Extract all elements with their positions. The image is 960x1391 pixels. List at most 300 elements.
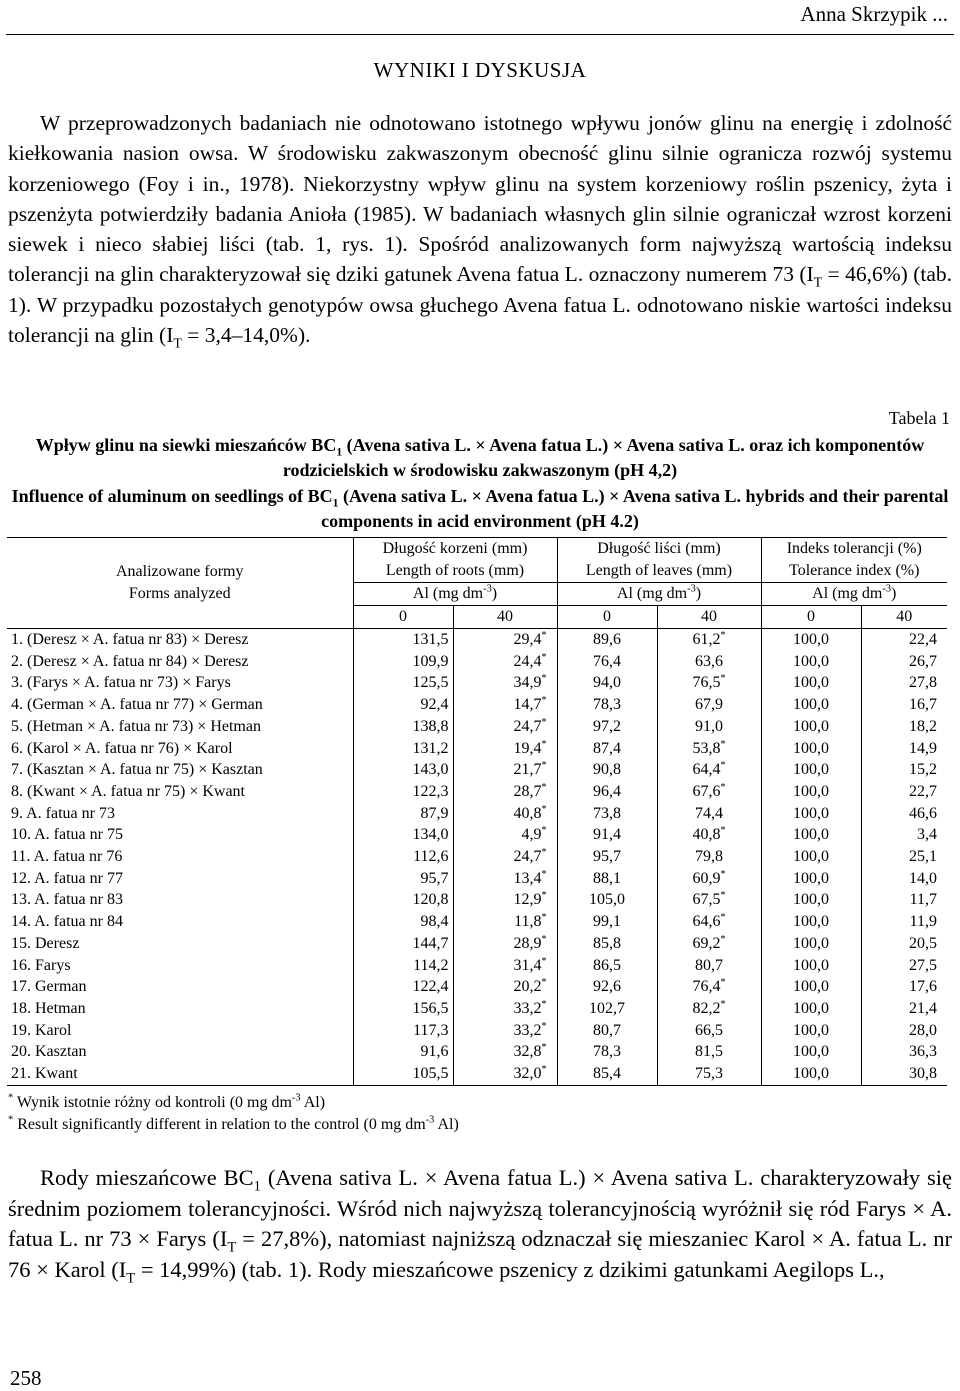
roots-control-cell <box>353 672 453 694</box>
roots-control-cell <box>353 1063 453 1085</box>
leaves-control-cell <box>557 803 657 825</box>
index-control-cell <box>761 1063 861 1085</box>
roots-al-cell <box>453 846 557 868</box>
cell-value: 144,7 <box>412 934 449 952</box>
cell-value: 28,9 <box>513 934 542 952</box>
cell-value: 100,0 <box>793 1021 829 1039</box>
roots-al-cell <box>453 781 557 803</box>
table-row <box>7 998 947 1020</box>
subscript: T <box>227 1239 237 1256</box>
cell-value: 80,7 <box>695 956 723 974</box>
cell-value: 5. (Hetman × A. fatua nr 73) × Hetman <box>11 717 261 735</box>
index-control-cell <box>761 629 861 651</box>
cell-value: 85,4 <box>593 1065 621 1083</box>
cell-value: 92,6 <box>593 978 621 996</box>
cell-value: 100,0 <box>793 761 829 779</box>
row-name-cell <box>7 651 353 673</box>
caption-polish <box>4 433 956 484</box>
cell-value: 21. Kwant <box>11 1065 78 1083</box>
significance-asterisk: * <box>720 630 726 641</box>
row-name-cell <box>7 803 353 825</box>
cell-value: 13. A. fatua nr 83 <box>11 891 123 909</box>
leaves-al-cell <box>657 955 761 977</box>
running-header: Anna Skrzypik ... <box>800 2 948 26</box>
leaves-control-cell <box>557 672 657 694</box>
row-name-cell <box>7 824 353 846</box>
index-control-cell <box>761 933 861 955</box>
cell-value: 66,5 <box>695 1021 723 1039</box>
roots-al-cell <box>453 976 557 998</box>
table-row <box>7 672 947 694</box>
cell-value: 32,0 <box>513 1065 542 1083</box>
caption-text: (Avena sativa L. × Avena fatua L.) × Avena sativa L. hybrids and their parental components in acid environment (pH 4.2) <box>321 485 949 531</box>
superscript: -3 <box>483 583 492 595</box>
roots-al-cell <box>453 911 557 933</box>
index-control-cell <box>761 651 861 673</box>
index-al-cell <box>861 672 947 694</box>
leaves-al-cell <box>657 694 761 716</box>
cell-value: 91,4 <box>593 826 621 844</box>
cell-value: 74,4 <box>695 804 723 822</box>
roots-control-cell <box>353 976 453 998</box>
cell-value: 20. Kasztan <box>11 1043 87 1061</box>
cell-value: 4,9 <box>521 826 542 844</box>
subscript: T <box>173 336 182 352</box>
roots-control-cell <box>353 651 453 673</box>
cell-value: 100,0 <box>793 674 829 692</box>
paragraph-text: = 27,8%), natomiast najniższą odznaczał się mieszaniec Karol × A. fatua L. nr 76 × Karol (I <box>8 1226 952 1282</box>
index-al-cell <box>861 911 947 933</box>
caption-english <box>4 484 956 535</box>
index-al-cell <box>861 868 947 890</box>
index-al-cell <box>861 998 947 1020</box>
leaves-control-cell <box>557 846 657 868</box>
leaves-al-cell <box>657 889 761 911</box>
leaves-control-cell <box>557 955 657 977</box>
cell-value: 78,3 <box>593 696 621 714</box>
page-number: 258 <box>10 1366 42 1390</box>
forms-header <box>7 538 353 629</box>
cell-value: 86,5 <box>593 956 621 974</box>
roots-control-cell <box>353 694 453 716</box>
table-caption <box>4 433 956 534</box>
index-al-cell <box>861 759 947 781</box>
significance-asterisk: * <box>720 825 726 837</box>
cell-value: 11. A. fatua nr 76 <box>11 848 123 866</box>
cell-value: 28,7 <box>513 782 542 800</box>
table-body <box>7 629 947 1086</box>
cell-value: 67,5 <box>692 891 721 909</box>
roots-al-cell <box>453 824 557 846</box>
leaves-al-cell <box>657 781 761 803</box>
cell-value: 17. German <box>11 978 87 996</box>
roots-al-cell <box>453 803 557 825</box>
leaves-header-pl: Długość liści (mm) <box>557 538 761 561</box>
caption-text: Influence of aluminum on seedlings of BC <box>11 485 333 506</box>
footnote-english <box>8 1116 459 1134</box>
roots-control-cell <box>353 716 453 738</box>
dose-0: 0 <box>761 606 861 629</box>
significance-asterisk: * <box>541 890 547 902</box>
header-rule <box>6 34 954 35</box>
cell-value: 100,0 <box>793 848 829 866</box>
cell-value: 13,4 <box>513 869 542 887</box>
roots-control-cell <box>353 1041 453 1063</box>
cell-value: 12,9 <box>513 891 542 909</box>
leaves-control-cell <box>557 911 657 933</box>
roots-control-cell <box>353 629 453 651</box>
al-unit-close: ) <box>891 585 897 602</box>
leaves-control-cell <box>557 629 657 651</box>
cell-value: 22,4 <box>909 631 937 648</box>
significance-asterisk: * <box>720 738 726 750</box>
cell-value: 64,6 <box>692 913 721 931</box>
cell-value: 20,5 <box>909 934 937 952</box>
leaves-al-cell <box>657 824 761 846</box>
index-al-cell <box>861 781 947 803</box>
leaves-al-cell <box>657 1020 761 1042</box>
leaves-al-cell <box>657 672 761 694</box>
leaves-header-en: Length of leaves (mm) <box>557 560 761 583</box>
index-al-cell <box>861 955 947 977</box>
index-al-cell <box>861 1020 947 1042</box>
roots-control-cell <box>353 868 453 890</box>
index-header-pl: Indeks tolerancji (%) <box>761 538 947 561</box>
cell-value: 143,0 <box>412 761 449 779</box>
index-control-cell <box>761 955 861 977</box>
significance-asterisk: * <box>541 738 547 750</box>
table-row <box>7 781 947 803</box>
al-unit-text: Al (mg dm <box>616 585 688 602</box>
row-name-cell <box>7 1063 353 1085</box>
cell-value: 100,0 <box>793 1043 829 1061</box>
cell-value: 19. Karol <box>11 1021 72 1039</box>
cell-value: 20,2 <box>513 978 542 996</box>
cell-value: 9. A. fatua nr 73 <box>11 804 115 822</box>
al-unit-close: ) <box>491 585 498 602</box>
roots-control-cell <box>353 955 453 977</box>
data-table <box>7 537 947 1086</box>
cell-value: 14,0 <box>909 869 937 887</box>
cell-value: 100,0 <box>793 717 829 735</box>
index-al-cell <box>861 1063 947 1085</box>
roots-control-cell <box>353 738 453 760</box>
roots-control-cell <box>353 781 453 803</box>
cell-value: 11,7 <box>909 891 937 909</box>
significance-asterisk: * <box>720 933 726 945</box>
cell-value: 76,4 <box>593 652 621 670</box>
row-name-cell <box>7 694 353 716</box>
roots-al-cell <box>453 738 557 760</box>
cell-value: 91,6 <box>420 1043 449 1061</box>
cell-value: 21,4 <box>909 999 937 1017</box>
roots-control-cell <box>353 1020 453 1042</box>
table-label: Tabela 1 <box>888 408 950 428</box>
leaves-al-cell <box>657 759 761 781</box>
leaves-control-cell <box>557 933 657 955</box>
row-name-cell <box>7 846 353 868</box>
significance-asterisk: * <box>720 868 726 880</box>
significance-asterisk: * <box>720 890 726 902</box>
index-control-cell <box>761 716 861 738</box>
leaves-al-cell <box>657 911 761 933</box>
leaves-control-cell <box>557 976 657 998</box>
significance-asterisk: * <box>541 868 547 880</box>
cell-value: 67,9 <box>695 696 723 714</box>
roots-al-cell <box>453 716 557 738</box>
cell-value: 114,2 <box>413 956 449 974</box>
leaves-control-cell <box>557 694 657 716</box>
significance-asterisk: * <box>541 933 547 945</box>
significance-asterisk: * <box>541 998 547 1010</box>
leaves-control-cell <box>557 781 657 803</box>
cell-value: 24,7 <box>513 717 542 735</box>
cell-value: 90,8 <box>593 761 621 779</box>
cell-value: 32,8 <box>513 1043 542 1061</box>
cell-value: 24,7 <box>513 848 542 866</box>
roots-al-cell <box>453 759 557 781</box>
table-row <box>7 738 947 760</box>
subscript: 1 <box>336 445 343 459</box>
al-unit-close: ) <box>695 585 702 602</box>
roots-al-cell <box>453 889 557 911</box>
index-control-cell <box>761 846 861 868</box>
index-al-cell <box>861 694 947 716</box>
index-control-cell <box>761 998 861 1020</box>
leaves-al-cell <box>657 1041 761 1063</box>
cell-value: 2. (Deresz × A. fatua nr 84) × Deresz <box>11 652 249 670</box>
index-control-cell <box>761 803 861 825</box>
leaves-control-cell <box>557 738 657 760</box>
leaves-control-cell <box>557 1041 657 1063</box>
cell-value: 14,7 <box>513 696 542 714</box>
index-control-cell <box>761 738 861 760</box>
leaves-control-cell <box>557 998 657 1020</box>
row-name-cell <box>7 738 353 760</box>
cell-value: 76,4 <box>692 978 721 996</box>
cell-value: 100,0 <box>793 782 829 800</box>
significance-asterisk: * <box>541 673 547 685</box>
row-name-cell <box>7 998 353 1020</box>
significance-asterisk: * <box>720 998 726 1010</box>
cell-value: 4. (German × A. fatua nr 77) × German <box>11 696 263 714</box>
index-control-cell <box>761 1041 861 1063</box>
significance-asterisk: * <box>720 673 726 685</box>
cell-value: 100,0 <box>793 956 829 974</box>
cell-value: 87,9 <box>420 804 449 822</box>
al-unit-text: Al (mg dm <box>412 585 484 602</box>
footnote-text: Al) <box>300 1094 326 1111</box>
cell-value: 100,0 <box>793 739 829 757</box>
results-paragraph <box>8 108 952 350</box>
cell-value: 10. A. fatua nr 75 <box>11 826 123 844</box>
cell-value: 112,6 <box>413 848 449 866</box>
significance-asterisk: * <box>720 912 726 924</box>
cell-value: 91,0 <box>695 717 723 735</box>
paragraph-text: (Avena sativa L. × Avena fatua L.) × Avena sativa L. charakteryzowały się średnim poziomem tolerancyjności. Wśród nich najwyższą tolerancyjnością wyróżnił się ród Farys × A. fatua L. nr 73 × Farys (I <box>8 1165 952 1251</box>
cell-value: 94,0 <box>593 674 621 692</box>
cell-value: 25,1 <box>909 848 937 866</box>
dose-40: 40 <box>657 606 761 629</box>
cell-value: 1. (Deresz × A. fatua nr 83) × Deresz <box>11 631 249 648</box>
cell-value: 122,4 <box>412 978 449 996</box>
caption-text: Wpływ glinu na siewki mieszańców BC <box>35 435 337 455</box>
cell-value: 100,0 <box>793 913 829 931</box>
table-row <box>7 629 947 651</box>
subscript: T <box>126 1270 136 1286</box>
roots-al-cell <box>453 629 557 651</box>
leaves-control-cell <box>557 716 657 738</box>
significance-asterisk: * <box>541 977 547 989</box>
cell-value: 46,6 <box>909 804 937 822</box>
cell-value: 14,9 <box>909 739 937 757</box>
significance-asterisk: * <box>541 912 547 924</box>
cell-value: 105,0 <box>589 891 625 909</box>
index-control-cell <box>761 868 861 890</box>
cell-value: 100,0 <box>793 999 829 1017</box>
dose-0: 0 <box>557 606 657 629</box>
header-row <box>7 538 947 561</box>
leaves-control-cell <box>557 889 657 911</box>
index-control-cell <box>761 1020 861 1042</box>
significance-asterisk: * <box>720 977 726 989</box>
cell-value: 80,7 <box>593 1021 621 1039</box>
cell-value: 67,6 <box>692 782 721 800</box>
index-control-cell <box>761 694 861 716</box>
row-name-cell <box>7 933 353 955</box>
cell-value: 100,0 <box>793 869 829 887</box>
roots-control-cell <box>353 759 453 781</box>
cell-value: 29,4 <box>513 631 542 648</box>
cell-value: 105,5 <box>412 1065 449 1083</box>
leaves-control-cell <box>557 651 657 673</box>
discussion-paragraph <box>8 1163 952 1285</box>
leaves-control-cell <box>557 759 657 781</box>
table-row <box>7 694 947 716</box>
roots-al-cell <box>453 998 557 1020</box>
roots-header-pl: Długość korzeni (mm) <box>353 538 557 561</box>
cell-value: 60,9 <box>692 869 721 887</box>
significance-asterisk: * <box>541 847 547 859</box>
footnote-polish <box>8 1094 325 1112</box>
table-row <box>7 1041 947 1063</box>
cell-value: 75,3 <box>695 1065 723 1083</box>
leaves-control-cell <box>557 1063 657 1085</box>
significance-asterisk: * <box>541 825 547 837</box>
table-row <box>7 759 947 781</box>
superscript: -3 <box>882 583 892 595</box>
roots-al-cell <box>453 694 557 716</box>
index-control-cell <box>761 976 861 998</box>
row-name-cell <box>7 976 353 998</box>
cell-value: 30,8 <box>909 1065 937 1083</box>
superscript: -3 <box>425 1114 435 1126</box>
roots-control-cell <box>353 998 453 1020</box>
cell-value: 69,2 <box>692 934 721 952</box>
cell-value: 15,2 <box>909 761 937 779</box>
leaves-control-cell <box>557 824 657 846</box>
forms-header-pl: Analizowane formy <box>115 563 244 580</box>
asterisk: * <box>8 1092 14 1104</box>
subscript: 1 <box>253 1178 261 1195</box>
table-row <box>7 803 947 825</box>
cell-value: 15. Deresz <box>11 934 80 952</box>
table-row <box>7 889 947 911</box>
cell-value: 11,8 <box>514 913 542 931</box>
significance-asterisk: * <box>541 1042 547 1054</box>
cell-value: 89,6 <box>593 631 621 648</box>
cell-value: 100,0 <box>793 826 829 844</box>
row-name-cell <box>7 629 353 651</box>
footnote-text: Result significantly different in relation to the control (0 mg dm <box>13 1116 426 1133</box>
leaves-control-cell <box>557 868 657 890</box>
cell-value: 109,9 <box>412 652 449 670</box>
significance-asterisk: * <box>541 760 547 772</box>
roots-al-cell <box>453 933 557 955</box>
roots-al-cell <box>453 1041 557 1063</box>
cell-value: 11,9 <box>909 913 937 931</box>
cell-value: 33,2 <box>513 999 542 1017</box>
row-name-cell <box>7 1020 353 1042</box>
cell-value: 24,4 <box>513 652 542 670</box>
cell-value: 102,7 <box>589 999 625 1017</box>
leaves-al-cell <box>657 976 761 998</box>
index-al-cell <box>861 738 947 760</box>
section-title: WYNIKI I DYSKUSJA <box>373 58 587 82</box>
significance-asterisk: * <box>541 803 547 815</box>
leaves-al-cell <box>657 738 761 760</box>
leaves-al-cell <box>657 846 761 868</box>
cell-value: 95,7 <box>420 869 449 887</box>
cell-value: 27,5 <box>909 956 937 974</box>
cell-value: 36,3 <box>909 1043 937 1061</box>
index-control-cell <box>761 824 861 846</box>
table-row <box>7 716 947 738</box>
table-row <box>7 824 947 846</box>
cell-value: 3,4 <box>917 826 937 844</box>
cell-value: 26,7 <box>909 652 937 670</box>
row-name-cell <box>7 889 353 911</box>
cell-value: 85,8 <box>593 934 621 952</box>
roots-al-cell <box>453 868 557 890</box>
leaves-al-cell <box>657 1063 761 1085</box>
al-unit-text: Al (mg dm <box>812 585 883 602</box>
cell-value: 100,0 <box>793 934 829 952</box>
table-row <box>7 868 947 890</box>
leaves-al-cell <box>657 651 761 673</box>
roots-al-cell <box>453 672 557 694</box>
cell-value: 31,4 <box>513 956 542 974</box>
roots-header-en: Length of roots (mm) <box>353 560 557 583</box>
row-name-cell <box>7 1041 353 1063</box>
cell-value: 138,8 <box>412 717 449 735</box>
cell-value: 92,4 <box>420 696 449 714</box>
cell-value: 18,2 <box>909 717 937 735</box>
cell-value: 82,2 <box>692 999 721 1017</box>
index-control-cell <box>761 672 861 694</box>
table-row <box>7 651 947 673</box>
cell-value: 40,8 <box>692 826 721 844</box>
footnote-text: Al) <box>434 1116 459 1133</box>
cell-value: 100,0 <box>793 804 829 822</box>
index-al-cell <box>861 933 947 955</box>
cell-value: 73,8 <box>593 804 621 822</box>
paragraph-text: Rody mieszańcowe BC <box>40 1165 254 1190</box>
cell-value: 98,4 <box>420 913 449 931</box>
index-al-cell <box>861 976 947 998</box>
significance-asterisk: * <box>541 1020 547 1032</box>
cell-value: 131,5 <box>412 631 449 648</box>
